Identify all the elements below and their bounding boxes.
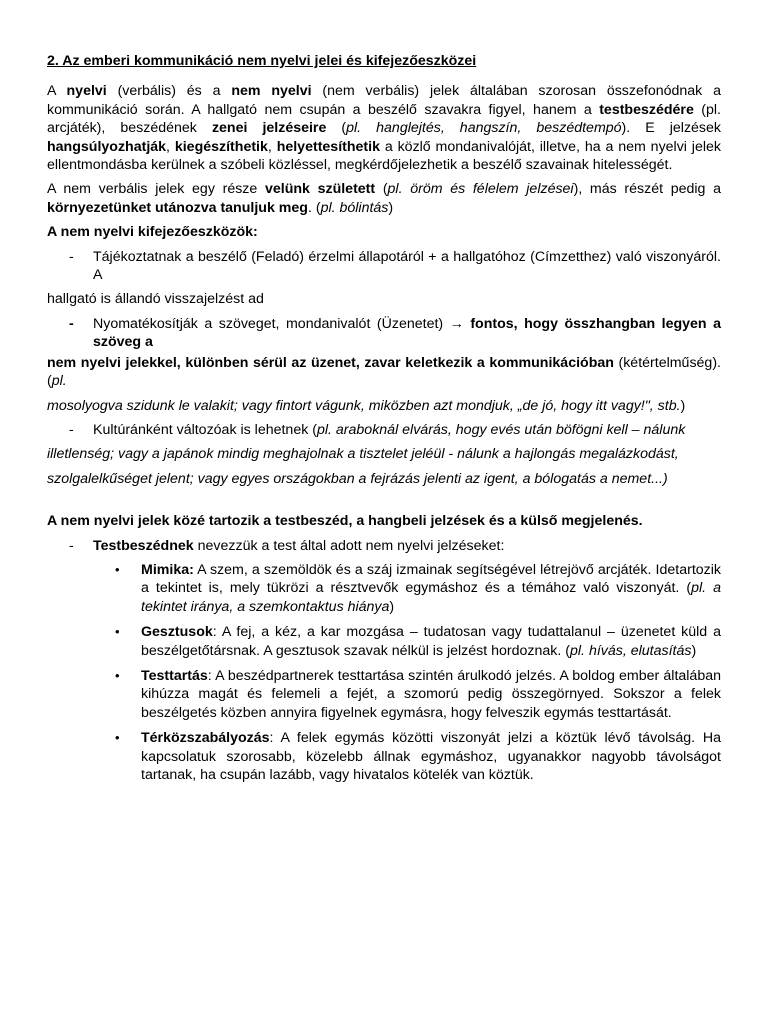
text: (verbális) és a — [106, 83, 232, 100]
bold-text: fontos, hogy összhangban legyen a szöveg a — [93, 315, 721, 351]
dash-item-text: Tájékoztatnak a beszélő (Feladó) érzelmi állapotáról + a hallgatóhoz (Címzetthez) való viszonyáról. A — [93, 248, 721, 284]
text: Nyomatékosítják a szöveget, mondanivalót (Üzenetet) — [93, 315, 450, 332]
text: ( — [326, 120, 347, 137]
bullet-text — [141, 623, 721, 660]
text: (pl. arcjáték), beszédének — [47, 101, 721, 137]
heading-nonverbal-types: A nem nyelvi jelek közé tartozik a testbeszéd, a hangbeli jelzések és a külső megjelenés. — [47, 513, 643, 530]
dash-item-text — [93, 537, 721, 555]
paragraph-example — [47, 397, 721, 415]
text: A — [47, 83, 67, 100]
dash-item-text — [93, 421, 721, 439]
text: : A felek egymás közötti viszonyát jelzi a köztük lévő távolság. Ha kapcsolatuk szorosabb, közelebb állnak egymáshoz, ugyanakkor nagyobb távolságot tartanak, ha csupán lazább, vagy hivatalos kötelék van köztük. — [141, 730, 721, 783]
text: , — [267, 138, 277, 155]
section-title: 2. Az emberi kommunikáció nem nyelvi jelei és kifejezőeszközei — [47, 53, 477, 69]
spacer — [47, 488, 721, 512]
dash-item-text — [93, 315, 721, 352]
text: ) — [680, 397, 686, 414]
text: ( — [375, 181, 388, 198]
paragraph-culture-cont-2: szolgalelkűséget jelent; vagy egyes országokban a fejrázás jelenti az igent, a bólogatás a nemet...) — [47, 470, 668, 487]
dash-item-inform — [47, 248, 721, 285]
bold-text: Térközszabályozás — [141, 730, 270, 747]
bold-text: nyelvi — [66, 83, 107, 100]
text: nevezzük a test által adott nem nyelvi jelzéseket: — [193, 537, 505, 554]
bold-text: zenei jelzéseire — [211, 120, 327, 137]
bold-text: Gesztusok — [141, 624, 213, 641]
paragraph-feedback: hallgató is állandó visszajelzést ad — [47, 291, 264, 308]
italic-text: pl. bólintás — [320, 199, 389, 216]
italic-text: pl. araboknál elvárás, hogy evés után böfögni kell – nálunk — [316, 421, 686, 438]
paragraph-consistency — [47, 354, 721, 391]
text: A szem, a szemöldök és a száj izmainak segítségével létrejövő arcjáték. Idetartozik a tekintet is, mely tükrözi a résztvevők egymáshoz és a témához való viszonyát. ( — [141, 561, 721, 597]
dash-marker: - — [69, 315, 74, 332]
bullet-item-testtartas — [109, 667, 721, 722]
bullet-item-terkozszabalyozas — [109, 729, 721, 784]
dash-item-culture — [47, 421, 721, 439]
bullet-icon: • — [115, 561, 120, 577]
bold-text: testbeszédére — [599, 101, 694, 118]
text: Kultúránként változóak is lehetnek ( — [93, 421, 317, 438]
dash-marker: - — [69, 421, 74, 438]
paragraph-nonverbal — [47, 180, 721, 217]
italic-text: mosolyogva szidunk le valakit; vagy fintort vágunk, miközben azt mondjuk, „de jó, hogy itt vagy!", stb. — [47, 397, 681, 414]
text: , — [166, 138, 175, 155]
bold-text: helyettesíthetik — [276, 138, 380, 155]
bullet-text — [141, 561, 721, 616]
text: : A fej, a kéz, a kar mozgása – tudatosan vagy tudattalanul – üzenetet küld a beszélgetőtársnak. A gesztusok szavak nélkül is jelzést hordoznak. ( — [141, 624, 721, 659]
bold-text: nem nyelvi — [231, 83, 312, 100]
bullet-text — [141, 667, 721, 722]
italic-text: pl. öröm és félelem jelzései — [387, 181, 574, 198]
bold-text: kiegészíthetik — [174, 138, 268, 155]
paragraph-intro — [47, 82, 721, 174]
italic-text: pl. hívás, elutasítás — [570, 642, 692, 659]
bold-text: nem nyelvi jelekkel, különben sérül az üzenet, zavar keletkezik a kommunikációban — [47, 354, 614, 371]
bullet-icon: • — [115, 667, 120, 683]
arrow-icon: → — [449, 315, 464, 332]
text: A nem verbális jelek egy része — [47, 181, 265, 198]
text: (nem verbális) jelek általában szorosan összefonódnak a kommunikáció során. A hallgató nem csupán a beszélő szavakra figyel, hanem a — [47, 83, 721, 118]
bold-text: Mimika: — [141, 561, 194, 578]
italic-text: pl. hanglejtés, hangszín, beszédtempó — [346, 120, 622, 137]
dash-marker: - — [69, 248, 74, 265]
dash-item-body-language — [47, 537, 721, 555]
bold-text: Testtartás — [141, 667, 208, 684]
bullet-text — [141, 729, 721, 784]
text: ). E jelzések — [621, 120, 722, 137]
italic-text: pl. — [51, 373, 67, 390]
bullet-item-mimika — [109, 561, 721, 616]
bold-text: hangsúlyozhatják — [47, 138, 167, 155]
italic-text: pl. a tekintet iránya, a szemkontaktus hiánya — [141, 580, 721, 615]
bullet-item-gesztusok — [109, 623, 721, 660]
dash-marker: - — [69, 537, 74, 554]
heading-expressive-tools: A nem nyelvi kifejezőeszközök: — [47, 224, 258, 241]
bullet-icon: • — [115, 624, 120, 640]
bullet-icon: • — [115, 730, 120, 746]
text: . ( — [307, 199, 321, 216]
bold-text: Testbeszédnek — [93, 537, 194, 554]
text: ), más részét pedig a — [573, 181, 722, 198]
text: ) — [691, 642, 697, 659]
bold-text: környezetünket utánozva tanuljuk meg — [47, 199, 308, 216]
text: (kétértelműség). ( — [47, 354, 721, 390]
document-page — [47, 52, 721, 791]
bold-text: velünk született — [264, 181, 376, 198]
dash-item-emphasize — [47, 315, 721, 352]
text: ) — [388, 199, 394, 216]
paragraph-culture-cont-1: illetlenség; vagy a japánok mindig meghajolnak a tisztelet jeléül - nálunk a hajlongás megalázkodást, — [47, 446, 679, 463]
text: : A beszédpartnerek testtartása szintén árulkodó jelzés. A boldog ember általában kihúzza magát és felemeli a fejét, a szomorú pedig összegörnyed. Sokszor a felek beszélgetés közben annyira figyelnek egymásra, hogy felveszik egymás testtartását. — [141, 667, 721, 721]
text: ) — [389, 598, 395, 615]
text: a közlő mondanivalóját, illetve, ha a nem nyelvi jelek ellentmondásba kerülnek a szóbeli közléssel, megkérdőjelezhetik a beszélő szavainak hitelességét. — [47, 138, 721, 174]
